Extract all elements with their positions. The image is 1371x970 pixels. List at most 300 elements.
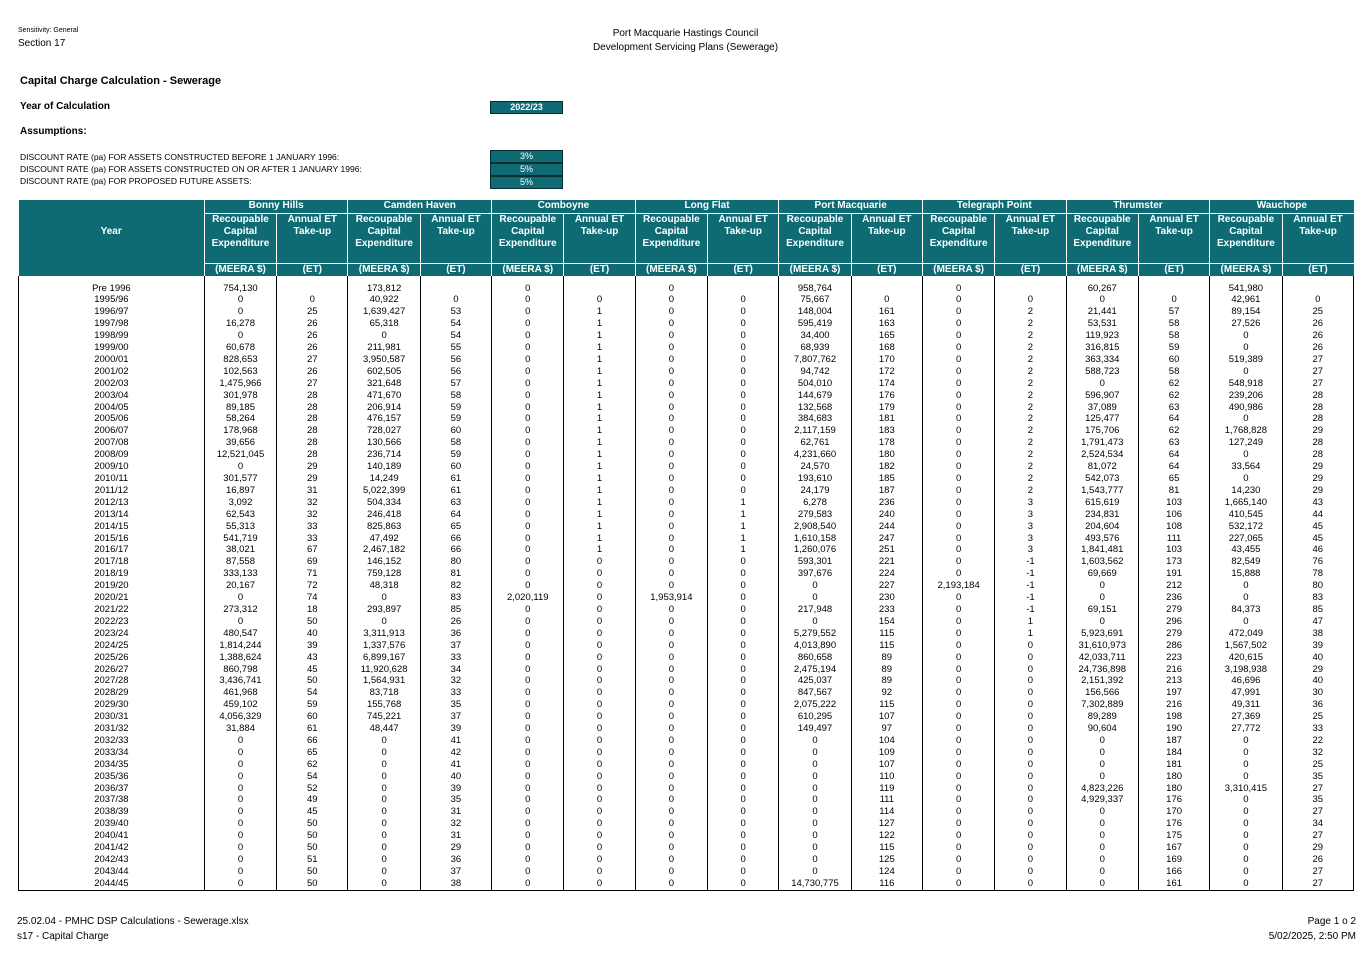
expenditure-cell: 4,929,337 (1066, 794, 1138, 806)
year-cell: 2031/32 (19, 723, 205, 735)
expenditure-cell: 31,610,973 (1066, 640, 1138, 652)
take-up-cell: 182 (851, 461, 922, 473)
recoupable-capital-header (635, 213, 707, 263)
take-up-cell: 0 (995, 687, 1066, 699)
year-cell: 2036/37 (19, 783, 205, 795)
expenditure-cell: 2,020,119 (492, 592, 564, 604)
expenditure-cell: 0 (635, 461, 707, 473)
expenditure-cell: 4,013,890 (779, 640, 851, 652)
expenditure-cell: 0 (922, 449, 994, 461)
expenditure-cell: 5,022,399 (348, 485, 420, 497)
expenditure-cell: 0 (348, 783, 420, 795)
unit-header: (ET) (708, 263, 779, 276)
header-line: Capital (654, 225, 689, 237)
expenditure-cell: 0 (204, 830, 276, 842)
take-up-cell: 0 (708, 783, 779, 795)
header-line: Take-up (580, 225, 619, 237)
expenditure-cell: 0 (922, 771, 994, 783)
take-up-cell: 0 (995, 675, 1066, 687)
table-row (19, 378, 1354, 390)
take-up-cell: 0 (708, 878, 779, 890)
annual-et-header (708, 213, 779, 263)
expenditure-cell: 0 (922, 652, 994, 664)
take-up-cell (995, 283, 1066, 295)
expenditure-cell: 301,577 (204, 473, 276, 485)
recoupable-capital-header (779, 213, 851, 263)
take-up-cell: -1 (995, 568, 1066, 580)
take-up-cell: 0 (564, 580, 635, 592)
take-up-cell: 2 (995, 402, 1066, 414)
expenditure-cell: 0 (635, 306, 707, 318)
take-up-cell: 31 (277, 485, 348, 497)
take-up-cell: 85 (420, 604, 491, 616)
expenditure-cell: 0 (922, 664, 994, 676)
take-up-cell: 18 (277, 604, 348, 616)
take-up-cell: 0 (564, 568, 635, 580)
take-up-cell: 42 (420, 747, 491, 759)
recoupable-capital-header (1066, 213, 1138, 263)
unit-header: (MEERA $) (922, 263, 994, 276)
assumption-label: DISCOUNT RATE (pa) FOR PROPOSED FUTURE ASSETS: (20, 176, 252, 186)
expenditure-cell: 82,549 (1210, 556, 1282, 568)
header-line (1283, 238, 1354, 250)
take-up-cell: 27 (1282, 806, 1353, 818)
take-up-cell: 61 (420, 473, 491, 485)
take-up-cell: 107 (851, 759, 922, 771)
expenditure-cell: 0 (779, 771, 851, 783)
expenditure-cell: 1,388,624 (204, 652, 276, 664)
table-row (19, 723, 1354, 735)
expenditure-cell: 125,477 (1066, 413, 1138, 425)
expenditure-cell: 2,075,222 (779, 699, 851, 711)
expenditure-cell: 24,736,898 (1066, 664, 1138, 676)
take-up-cell: 221 (851, 556, 922, 568)
expenditure-cell: 0 (348, 866, 420, 878)
header-line (277, 238, 347, 250)
expenditure-cell: 1,475,966 (204, 378, 276, 390)
take-up-cell: 50 (277, 616, 348, 628)
take-up-cell: 92 (851, 687, 922, 699)
take-up-cell: 178 (851, 437, 922, 449)
take-up-cell: 2 (995, 485, 1066, 497)
unit-header: (MEERA $) (635, 263, 707, 276)
table-row (19, 342, 1354, 354)
year-cell: 2008/09 (19, 449, 205, 461)
expenditure-cell: 0 (492, 366, 564, 378)
take-up-cell: 213 (1138, 675, 1209, 687)
expenditure-cell: 0 (922, 616, 994, 628)
expenditure-cell: 0 (1210, 342, 1282, 354)
take-up-cell: 32 (1282, 747, 1353, 759)
take-up-cell: 37 (420, 711, 491, 723)
region-header: Camden Haven (348, 200, 492, 213)
header-line: Capital (511, 225, 545, 237)
table-header (19, 200, 1354, 276)
expenditure-cell: 0 (922, 509, 994, 521)
expenditure-cell: 0 (492, 687, 564, 699)
page-title: Capital Charge Calculation - Sewerage (20, 75, 222, 87)
expenditure-cell: 2,908,540 (779, 521, 851, 533)
take-up-cell: -1 (995, 592, 1066, 604)
take-up-cell: 63 (420, 497, 491, 509)
take-up-cell: 103 (1138, 544, 1209, 556)
take-up-cell: 0 (564, 747, 635, 759)
expenditure-cell: 0 (635, 652, 707, 664)
take-up-cell: 122 (851, 830, 922, 842)
expenditure-cell: 0 (922, 866, 994, 878)
expenditure-cell: 33,564 (1210, 461, 1282, 473)
expenditure-cell: 0 (492, 449, 564, 461)
expenditure-cell: 3,198,938 (1210, 664, 1282, 676)
take-up-cell: 0 (708, 402, 779, 414)
year-cell: 2020/21 (19, 592, 205, 604)
region-header: Thrumster (1066, 200, 1210, 213)
expenditure-cell: 0 (204, 306, 276, 318)
take-up-cell: 33 (277, 521, 348, 533)
header-line: Capital (1085, 225, 1119, 237)
take-up-cell: 110 (851, 771, 922, 783)
expenditure-cell: 0 (922, 735, 994, 747)
take-up-cell: 36 (420, 854, 491, 866)
table-row (19, 747, 1354, 759)
take-up-cell: 26 (1282, 330, 1353, 342)
take-up-cell: 106 (1138, 509, 1209, 521)
table-row (19, 675, 1354, 687)
expenditure-cell: 0 (922, 723, 994, 735)
expenditure-cell: 0 (204, 735, 276, 747)
expenditure-cell: 471,670 (348, 390, 420, 402)
take-up-cell: 181 (851, 413, 922, 425)
take-up-cell: 116 (851, 878, 922, 890)
take-up-cell: 2 (995, 461, 1066, 473)
year-cell: 2014/15 (19, 521, 205, 533)
take-up-cell: 52 (277, 783, 348, 795)
expenditure-cell: 0 (922, 878, 994, 890)
take-up-cell: 58 (420, 390, 491, 402)
footer-datetime: 5/02/2025, 2:50 PM (1268, 931, 1356, 942)
take-up-cell: 62 (277, 759, 348, 771)
expenditure-cell: 541,719 (204, 533, 276, 545)
header-line: Expenditure (1217, 237, 1275, 249)
take-up-cell: 109 (851, 747, 922, 759)
expenditure-cell: 0 (492, 485, 564, 497)
take-up-cell: 0 (708, 330, 779, 342)
annual-et-header (564, 213, 635, 263)
expenditure-cell: 0 (922, 283, 994, 295)
take-up-cell: 187 (851, 485, 922, 497)
expenditure-cell: 144,679 (779, 390, 851, 402)
take-up-cell: 78 (1282, 568, 1353, 580)
expenditure-cell: 0 (1210, 759, 1282, 771)
take-up-cell: 247 (851, 533, 922, 545)
take-up-cell: 108 (1138, 521, 1209, 533)
assumption-label: DISCOUNT RATE (pa) FOR ASSETS CONSTRUCTED BEFORE 1 JANUARY 1996: (20, 152, 340, 162)
take-up-cell: 59 (277, 699, 348, 711)
expenditure-cell: 0 (492, 640, 564, 652)
take-up-cell: 35 (420, 794, 491, 806)
expenditure-cell: 0 (348, 592, 420, 604)
take-up-cell: 236 (851, 497, 922, 509)
expenditure-cell: 0 (1210, 794, 1282, 806)
take-up-cell: 0 (564, 818, 635, 830)
take-up-cell: 1 (564, 449, 635, 461)
expenditure-cell: 595,419 (779, 318, 851, 330)
expenditure-cell: 0 (922, 675, 994, 687)
take-up-cell: 0 (995, 842, 1066, 854)
take-up-cell: 0 (708, 437, 779, 449)
take-up-cell: 74 (277, 592, 348, 604)
expenditure-cell: 4,823,226 (1066, 783, 1138, 795)
expenditure-cell: 69,669 (1066, 568, 1138, 580)
expenditure-cell: 0 (779, 806, 851, 818)
take-up-cell: 1 (564, 533, 635, 545)
expenditure-cell: 0 (635, 771, 707, 783)
expenditure-cell: 0 (1066, 294, 1138, 306)
expenditure-cell: 0 (1210, 592, 1282, 604)
header-line: Capital (1229, 225, 1263, 237)
expenditure-cell: 132,568 (779, 402, 851, 414)
take-up-cell: 72 (277, 580, 348, 592)
expenditure-cell: 21,441 (1066, 306, 1138, 318)
take-up-cell: 0 (564, 616, 635, 628)
table-row (19, 283, 1354, 295)
table-row (19, 473, 1354, 485)
take-up-cell: 83 (1282, 592, 1353, 604)
spacer-cell (1138, 276, 1209, 283)
expenditure-cell: 119,923 (1066, 330, 1138, 342)
expenditure-cell: 16,897 (204, 485, 276, 497)
year-cell: 2025/26 (19, 652, 205, 664)
expenditure-cell: 173,812 (348, 283, 420, 295)
expenditure-cell: 16,278 (204, 318, 276, 330)
year-cell: 2001/02 (19, 366, 205, 378)
expenditure-cell: 490,986 (1210, 402, 1282, 414)
expenditure-cell: 0 (779, 830, 851, 842)
expenditure-cell: 0 (922, 544, 994, 556)
take-up-cell: 0 (708, 354, 779, 366)
expenditure-cell: 504,010 (779, 378, 851, 390)
take-up-cell: 2 (995, 306, 1066, 318)
take-up-cell: 0 (708, 485, 779, 497)
year-unit-header (19, 263, 205, 276)
header-line (995, 238, 1065, 250)
take-up-cell: 0 (277, 294, 348, 306)
expenditure-cell: 541,980 (1210, 283, 1282, 295)
expenditure-cell: 60,267 (1066, 283, 1138, 295)
take-up-cell: 115 (851, 699, 922, 711)
take-up-cell: 53 (420, 306, 491, 318)
expenditure-cell: 1,567,502 (1210, 640, 1282, 652)
take-up-cell: 244 (851, 521, 922, 533)
take-up-cell: 0 (564, 794, 635, 806)
year-cell: 2013/14 (19, 509, 205, 521)
expenditure-cell: 0 (779, 854, 851, 866)
take-up-cell: 279 (1138, 604, 1209, 616)
expenditure-cell: 384,683 (779, 413, 851, 425)
take-up-cell: 0 (708, 473, 779, 485)
take-up-cell: 0 (564, 711, 635, 723)
expenditure-cell: 293,897 (348, 604, 420, 616)
take-up-cell: 236 (1138, 592, 1209, 604)
expenditure-cell: 0 (492, 425, 564, 437)
expenditure-cell: 610,295 (779, 711, 851, 723)
take-up-cell: 197 (1138, 687, 1209, 699)
take-up-cell: 28 (277, 449, 348, 461)
take-up-cell: 40 (1282, 652, 1353, 664)
take-up-cell: 0 (708, 461, 779, 473)
expenditure-cell: 0 (492, 521, 564, 533)
expenditure-cell: 0 (492, 294, 564, 306)
region-header: Port Macquarie (779, 200, 923, 213)
expenditure-cell: 0 (492, 402, 564, 414)
take-up-cell: 61 (420, 485, 491, 497)
take-up-cell: 0 (708, 628, 779, 640)
take-up-cell: 1 (564, 544, 635, 556)
expenditure-cell: 397,676 (779, 568, 851, 580)
expenditure-cell: 0 (492, 747, 564, 759)
take-up-cell: 176 (1138, 818, 1209, 830)
discount-rate-cell: 3% (490, 150, 563, 163)
take-up-cell: 25 (277, 306, 348, 318)
expenditure-cell: 4,231,660 (779, 449, 851, 461)
take-up-cell: 0 (564, 294, 635, 306)
take-up-cell: 2 (995, 390, 1066, 402)
take-up-cell: 175 (1138, 830, 1209, 842)
spacer-cell (492, 276, 564, 283)
expenditure-cell: 0 (204, 794, 276, 806)
header-line (852, 238, 922, 250)
expenditure-cell: 0 (779, 794, 851, 806)
expenditure-cell: 0 (204, 616, 276, 628)
expenditure-cell: 0 (922, 842, 994, 854)
take-up-cell: 0 (708, 687, 779, 699)
take-up-cell: 212 (1138, 580, 1209, 592)
take-up-cell: 1 (564, 437, 635, 449)
take-up-cell: 0 (995, 723, 1066, 735)
take-up-cell: 0 (564, 830, 635, 842)
expenditure-cell: 0 (635, 366, 707, 378)
expenditure-cell: 860,798 (204, 664, 276, 676)
take-up-cell: 0 (708, 806, 779, 818)
expenditure-cell: 94,742 (779, 366, 851, 378)
take-up-cell: 3 (995, 509, 1066, 521)
take-up-cell: 50 (277, 866, 348, 878)
expenditure-cell: 0 (779, 747, 851, 759)
take-up-cell: 181 (1138, 759, 1209, 771)
expenditure-cell: 1,814,244 (204, 640, 276, 652)
expenditure-cell: 46,696 (1210, 675, 1282, 687)
take-up-cell: 33 (420, 652, 491, 664)
take-up-cell: 29 (277, 461, 348, 473)
expenditure-cell: 0 (922, 711, 994, 723)
year-cell: 2030/31 (19, 711, 205, 723)
take-up-cell: 35 (1282, 771, 1353, 783)
expenditure-cell: 0 (204, 330, 276, 342)
expenditure-cell: 2,193,184 (922, 580, 994, 592)
header-line: Annual ET (1149, 213, 1199, 225)
region-header: Wauchope (1210, 200, 1354, 213)
expenditure-cell: 14,230 (1210, 485, 1282, 497)
take-up-cell: 38 (1282, 628, 1353, 640)
take-up-cell: 28 (277, 425, 348, 437)
take-up-cell: 185 (851, 473, 922, 485)
region-header: Bonny Hills (204, 200, 348, 213)
take-up-cell: 166 (1138, 866, 1209, 878)
take-up-cell: 0 (851, 294, 922, 306)
take-up-cell: 32 (277, 509, 348, 521)
take-up-cell: 28 (1282, 437, 1353, 449)
take-up-cell: 26 (277, 330, 348, 342)
expenditure-cell: 24,570 (779, 461, 851, 473)
table-row (19, 616, 1354, 628)
expenditure-cell: 0 (492, 628, 564, 640)
header-line (708, 238, 778, 250)
take-up-cell: 0 (564, 783, 635, 795)
take-up-cell: 227 (851, 580, 922, 592)
take-up-cell (277, 283, 348, 295)
year-cell: 2011/12 (19, 485, 205, 497)
take-up-cell: 180 (1138, 783, 1209, 795)
header-line: Expenditure (355, 237, 413, 249)
year-cell: Pre 1996 (19, 283, 205, 295)
take-up-cell: 167 (1138, 842, 1209, 854)
expenditure-cell: 0 (1066, 616, 1138, 628)
expenditure-cell: 0 (204, 759, 276, 771)
expenditure-cell: 0 (635, 711, 707, 723)
take-up-cell: 66 (420, 544, 491, 556)
year-cell: 2027/28 (19, 675, 205, 687)
take-up-cell: 3 (995, 544, 1066, 556)
expenditure-cell: 0 (635, 723, 707, 735)
expenditure-cell: 0 (635, 878, 707, 890)
take-up-cell: 1 (708, 509, 779, 521)
expenditure-cell: 227,065 (1210, 533, 1282, 545)
take-up-cell: 0 (564, 854, 635, 866)
take-up-cell: 49 (277, 794, 348, 806)
expenditure-cell: 0 (635, 413, 707, 425)
expenditure-cell: 0 (922, 294, 994, 306)
take-up-cell: 198 (1138, 711, 1209, 723)
take-up-cell: 168 (851, 342, 922, 354)
expenditure-cell: 48,447 (348, 723, 420, 735)
expenditure-cell: 0 (922, 402, 994, 414)
table-row (19, 533, 1354, 545)
expenditure-cell: 825,863 (348, 521, 420, 533)
header-line: Recoupable (930, 213, 987, 225)
expenditure-cell: 68,939 (779, 342, 851, 354)
take-up-cell: 54 (420, 330, 491, 342)
header-line: Take-up (1299, 225, 1337, 237)
take-up-cell: 0 (564, 592, 635, 604)
expenditure-cell: 1,665,140 (1210, 497, 1282, 509)
take-up-cell: 27 (1282, 366, 1353, 378)
take-up-cell: 216 (1138, 699, 1209, 711)
take-up-cell: 170 (1138, 806, 1209, 818)
expenditure-cell: 1,791,473 (1066, 437, 1138, 449)
expenditure-cell: 0 (779, 759, 851, 771)
take-up-cell: 62 (1138, 378, 1209, 390)
take-up-cell: 43 (277, 652, 348, 664)
expenditure-cell: 37,089 (1066, 402, 1138, 414)
expenditure-cell: 0 (922, 556, 994, 568)
take-up-cell: 35 (420, 699, 491, 711)
expenditure-cell: 0 (492, 735, 564, 747)
take-up-cell: 28 (1282, 402, 1353, 414)
header-line: Expenditure (929, 237, 988, 249)
take-up-cell (708, 283, 779, 295)
expenditure-cell: 0 (1210, 747, 1282, 759)
expenditure-cell: 75,667 (779, 294, 851, 306)
